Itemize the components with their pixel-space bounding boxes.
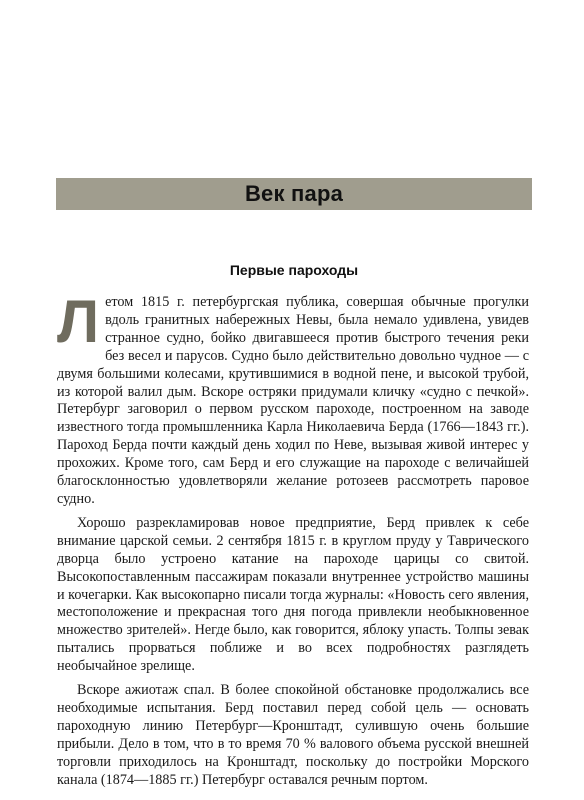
section-title: Первые пароходы [229, 262, 359, 278]
body-text [57, 288, 529, 795]
paragraph-1-text: етом 1815 г. петербургская публика, совершая обычные прогулки вдоль гранитных набережных Невы, была немало удивлена, увидев странное судно, бойко двигавшееся против быстрого течения реки без весел и парусов. Судно было действительно довольно чудное — с двумя большими колесами, крутившимися в водной пене, и высокой трубой, из которой валил дым. Вскоре остряки придумали кличку «судно с печкой». Петербург заговорил о первом русском пароходе, построенном на заводе известного тогда промышленника Карла Николаевича Берда (1766—1843 гг.). Пароход Берда почти каждый день ходил по Неве, вызывая живой интерес у прохожих. Кроме того, сам Берд и его служащие на пароходе с величайшей благосклонностью удовлетворяли желание ротозеев рассмотреть паровое судно. [57, 294, 529, 507]
paragraph-1 [57, 288, 529, 509]
chapter-title: Век пара [244, 181, 344, 206]
paragraph-3: Вскоре ажиотаж спал. В более спокойной обстановке продолжались все необходимые испытания. Берд поставил перед собой цель — основать пароходную линию Петербург—Кронштадт, сулившую очень большие прибыли. Дело в том, что в то время 70 % валового объема русской внешней торговли приходилось на Кронштадт, поскольку до постройки Морского канала (1874—1885 гг.) Петербург оставался речным портом. [57, 682, 529, 788]
paragraph-2: Хорошо разрекламировав новое предприятие, Берд привлек к себе внимание царской семьи. 2 сентября 1815 г. в круглом пруду у Таврического дворца было устроено катание на пароходе царицы со свитой. Высокопоставленным пассажирам показали внутреннее устройство машины и кочегарки. Как высокопарно писали тогда журналы: «Новость сего явления, местоположение и прекрасная того дня погода привлекли необыкновенное множество зрителей». Негде было, как говорится, яблоку упасть. Толпы зевак пытались прорваться поближе и во всех подробностях разглядеть необычайное зрелище. [57, 514, 529, 675]
chapter-header-bar [56, 178, 532, 210]
drop-cap: Л [57, 288, 100, 355]
